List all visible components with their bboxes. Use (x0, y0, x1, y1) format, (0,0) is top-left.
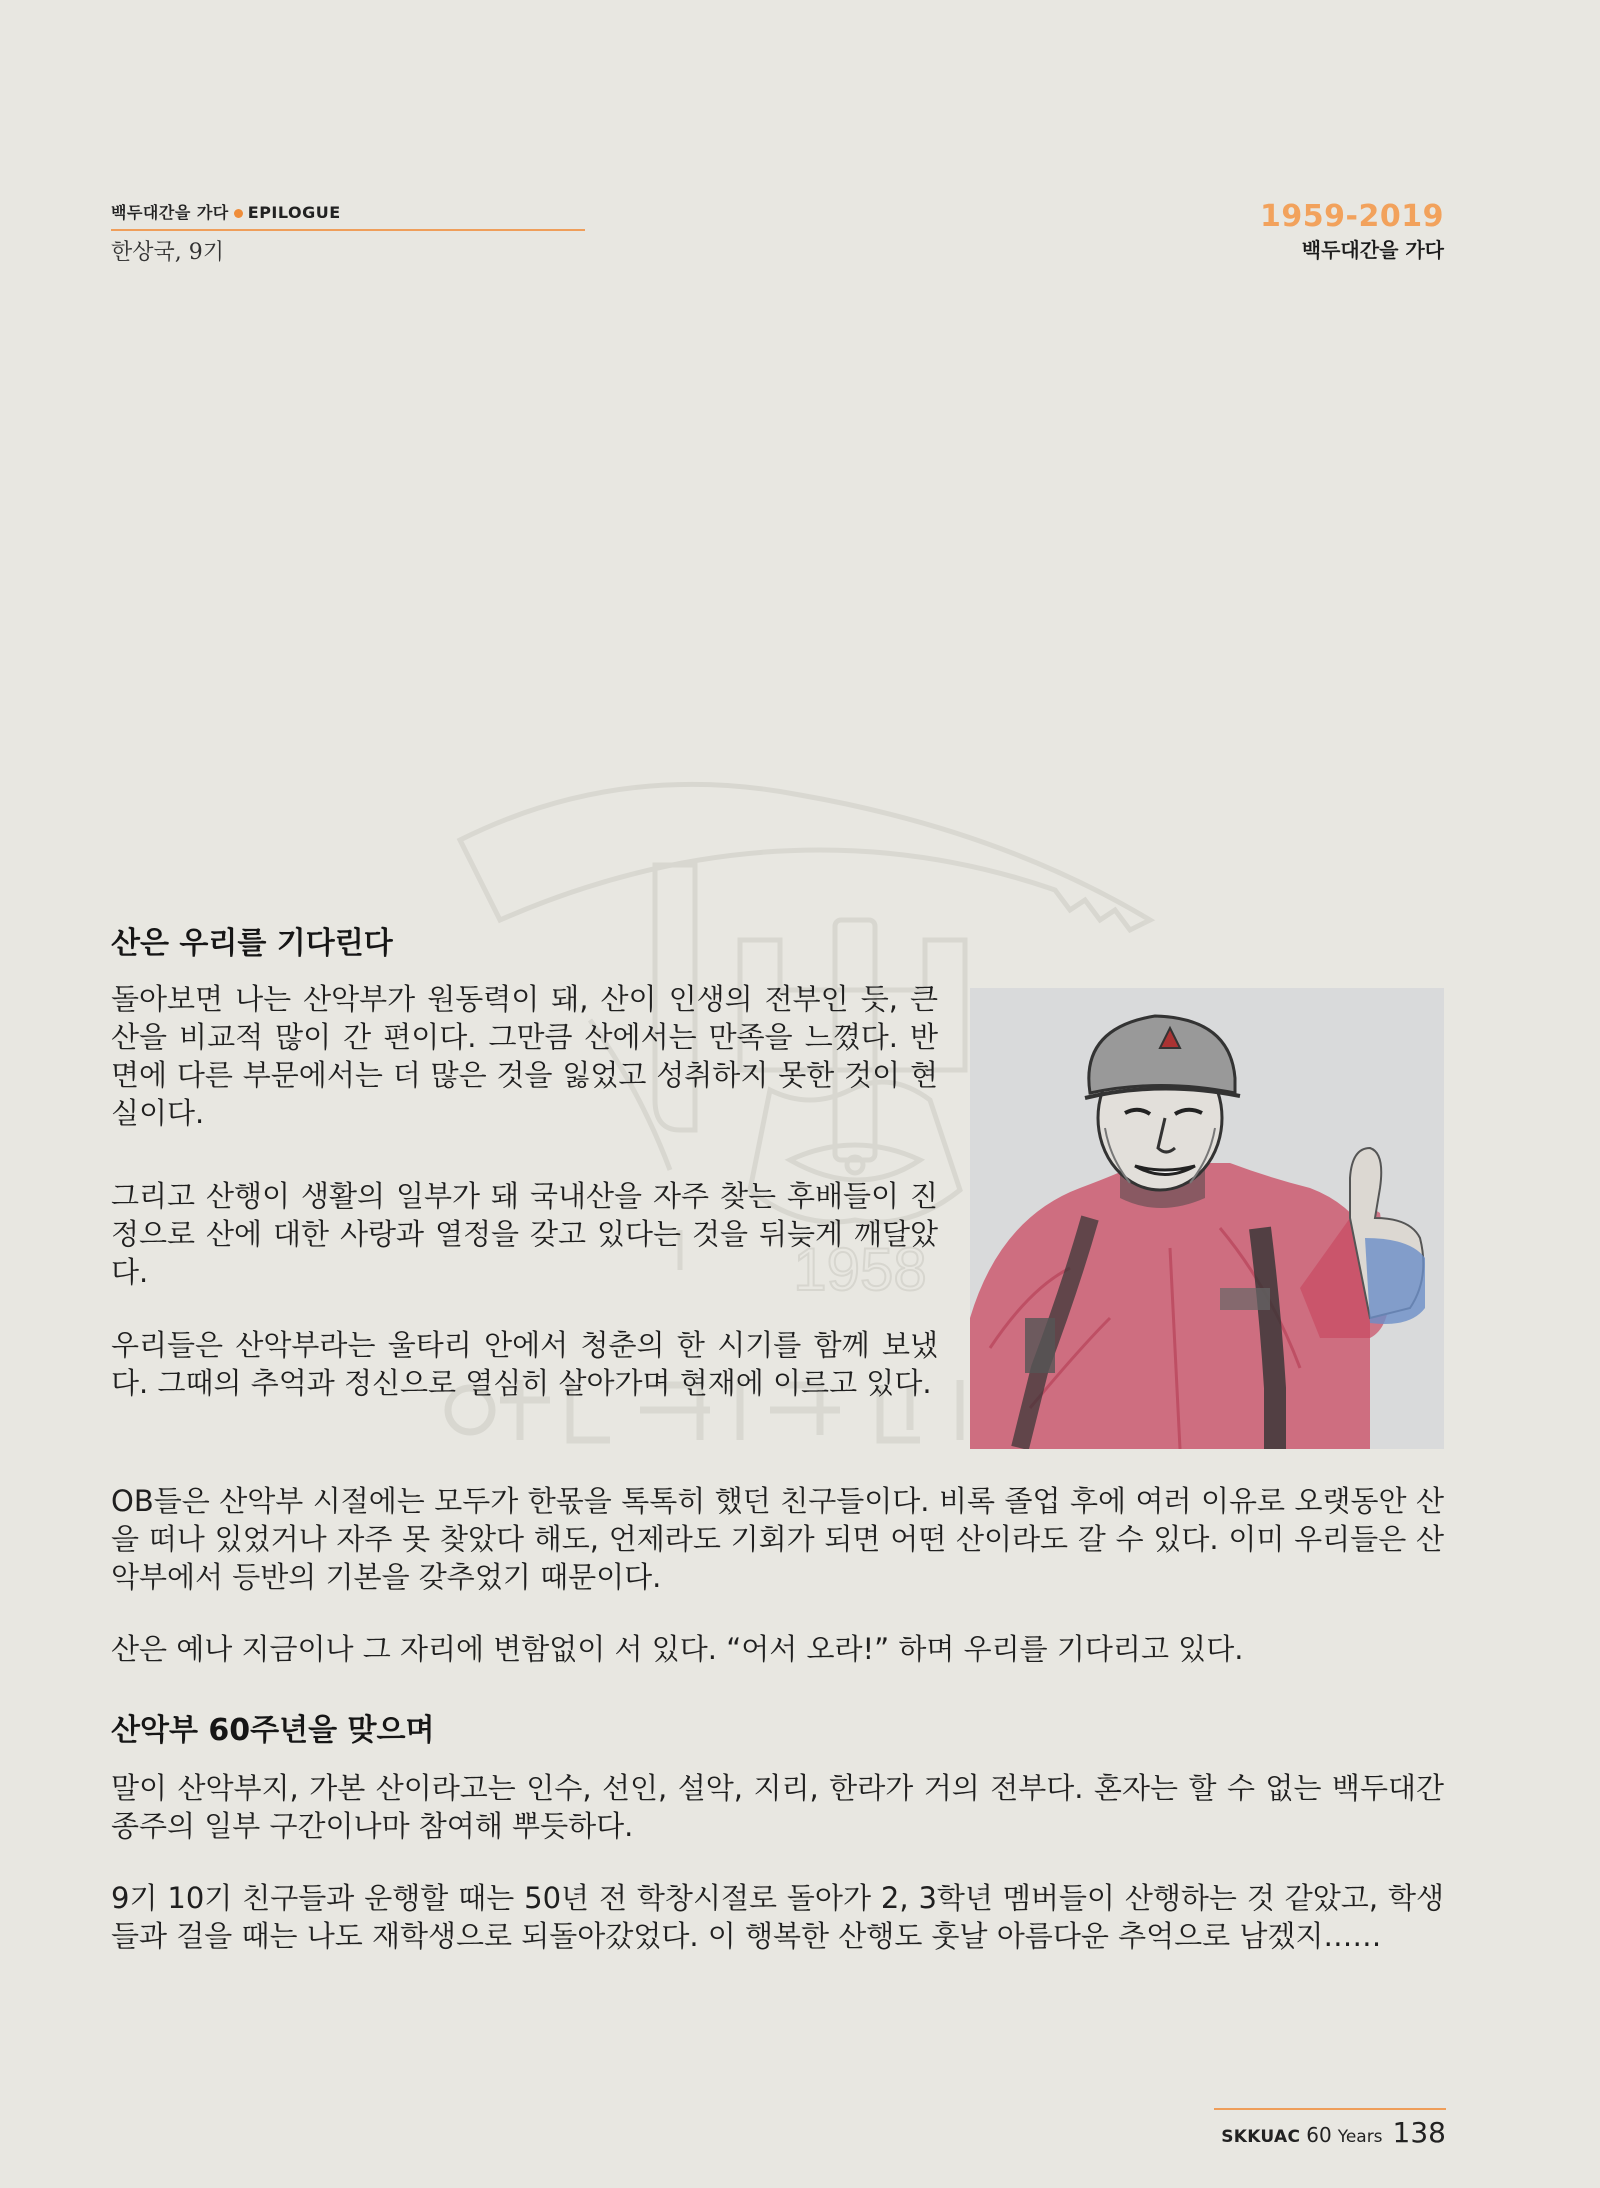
author-credit: 한상국, 9기 (111, 240, 224, 265)
portrait-sketch-icon (970, 988, 1444, 1449)
footer-sixty: 60 (1306, 2123, 1332, 2147)
page-footer (1214, 2108, 1446, 2149)
section-heading-60th-anniversary: 산악부 60주년을 맞으며 (111, 1713, 435, 1748)
footer-brand: SKKUAC (1221, 2127, 1301, 2147)
kicker-main: 백두대간을 가다 (111, 203, 229, 222)
portrait-sketch (970, 988, 1444, 1449)
book-header (1260, 200, 1444, 263)
paragraph: OB들은 산악부 시절에는 모두가 한몫을 톡톡히 했던 친구들이다. 비록 졸업 후에 여러 이유로 오랫동안 산을 떠나 있었거나 자주 못 찾았다 해도, 언제라도 기회가 되면 어떤 산이라도 갈 수 있다. 이미 우리들은 산악부에서 등반의 기본을 갖추었기 때문이다. (111, 1484, 1444, 1594)
header-rule (111, 229, 585, 231)
page-number: 138 (1392, 2116, 1446, 2149)
years-range: 1959-2019 (1260, 199, 1444, 234)
paragraph: 말이 산악부지, 가본 산이라고는 인수, 선인, 설악, 지리, 한라가 거의 전부다. 혼자는 할 수 없는 백두대간 종주의 일부 구간이나마 참여해 뿌듯하다. (111, 1771, 1444, 1843)
footer-rule (1214, 2108, 1446, 2110)
section-heading-mountains-wait: 산은 우리를 기다린다 (111, 926, 393, 961)
footer-years: Years (1337, 2127, 1383, 2147)
bullet-dot-icon (234, 209, 243, 218)
section-kicker (111, 200, 585, 223)
running-header (111, 200, 585, 266)
paragraph: 9기 10기 친구들과 운행할 때는 50년 전 학창시절로 돌아가 2, 3학년 멤버들이 산행하는 것 같았고, 학생들과 걸을 때는 나도 재학생으로 되돌아갔었다. 이 행복한 산행도 훗날 아름다운 추억으로 남겠지…… (111, 1881, 1444, 1953)
paragraph: 산은 예나 지금이나 그 자리에 변함없이 서 있다. “어서 오라!” 하며 우리를 기다리고 있다. (111, 1632, 1244, 1666)
paragraph: 우리들은 산악부라는 울타리 안에서 청춘의 한 시기를 함께 보냈다. 그때의 추억과 정신으로 열심히 살아가며 현재에 이르고 있다. (111, 1328, 938, 1400)
paragraph: 돌아보면 나는 산악부가 원동력이 돼, 산이 인생의 전부인 듯, 큰 산을 비교적 많이 간 편이다. 그만큼 산에서는 만족을 느꼈다. 반면에 다른 부문에서는 더 많은 것을 잃었고 성취하지 못한 것이 현실이다. (111, 982, 938, 1130)
kicker-sub: EPILOGUE (247, 203, 341, 222)
paragraph: 그리고 산행이 생활의 일부가 돼 국내산을 자주 찾는 후배들이 진정으로 산에 대한 사랑과 열정을 갖고 있다는 것을 뒤늦게 깨달았다. (111, 1179, 938, 1289)
svg-text:1958: 1958 (793, 1236, 927, 1303)
book-title: 백두대간을 가다 (1301, 238, 1444, 262)
footer-row (1214, 2116, 1446, 2149)
